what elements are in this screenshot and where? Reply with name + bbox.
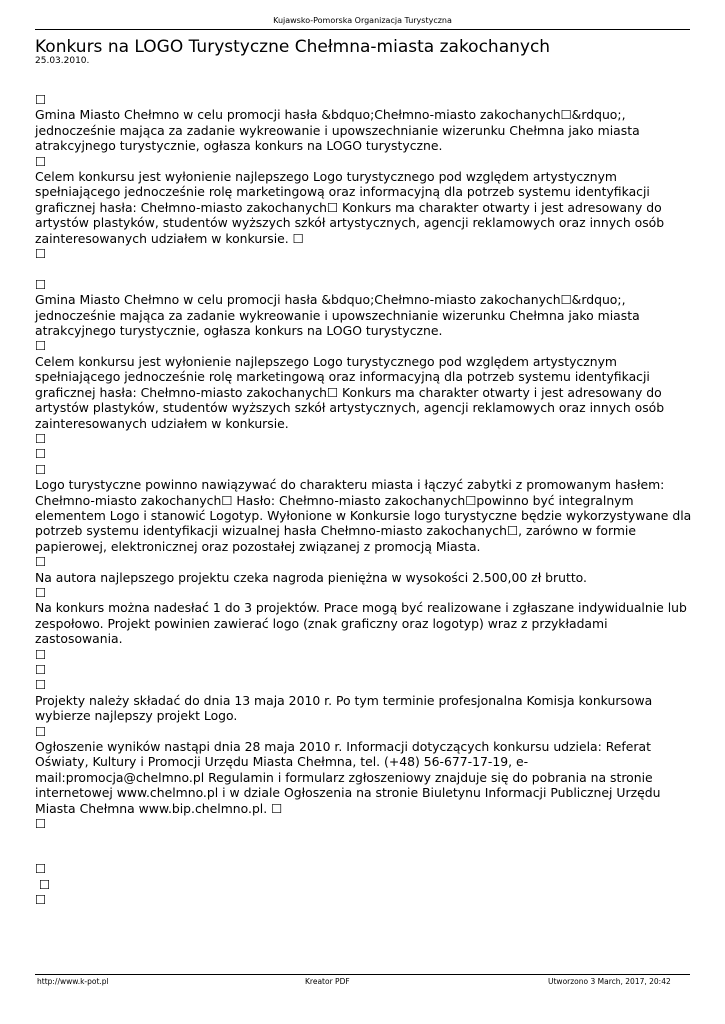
paragraph: Projekty należy składać do dnia 13 maja 2010 r. Po tym terminie profesjonalna Komisja konkursowa wybierze najlepszy projekt Logo. [35, 692, 653, 724]
header-divider [35, 29, 690, 30]
footer-divider [35, 974, 690, 975]
placeholder-glyph: ☐ [35, 584, 47, 600]
placeholder-glyph: ☐ [35, 153, 47, 169]
placeholder-glyph: ☐ [35, 246, 47, 262]
page-title: Konkurs na LOGO Turystyczne Chełmna-miasta zakochanych [35, 37, 551, 57]
footer-generator: Kreator PDF [305, 977, 350, 986]
placeholder-glyph: ☐ [35, 461, 47, 477]
placeholder-glyph: ☐ [35, 430, 47, 446]
placeholder-glyph: ☐ [35, 276, 47, 292]
article-date: 25.03.2010. [35, 56, 90, 66]
paragraph: Gmina Miasto Chełmno w celu promocji hasła &bdquo;Chełmno-miasto zakochanych☐&rdquo;, jednocześnie mająca za zadanie wykreowanie i upowszechnianie wizerunku Chełmna jako miasta atrakcyjnego turystycznie, ogłasza konkurs na LOGO turystyczne. [35, 107, 640, 154]
placeholder-glyph: ☐ [35, 646, 47, 662]
paragraph: Ogłoszenie wyników nastąpi dnia 28 maja 2010 r. Informacji dotyczących konkursu udziela: Referat Oświaty, Kultury i Promocji Urzędu Miasta Chełmna, tel. (+48) 56-677-17-19, e-mail:promocja@chelmno.pl Regulamin i formularz zgłoszeniowy znajduje się do pobrania na stronie internetowej www.chelmno.pl i w dziale Ogłoszenia na stronie Biuletynu Informacji Publicznej Urzędu Miasta Chełmna www.bip.chelmno.pl. ☐ [35, 739, 661, 816]
placeholder-glyph: ☐ [35, 338, 47, 354]
placeholder-glyph: ☐ [35, 816, 47, 832]
footer-url: http://www.k-pot.pl [37, 977, 109, 986]
article-body [35, 92, 695, 908]
paragraph: Gmina Miasto Chełmno w celu promocji hasła &bdquo;Chełmno-miasto zakochanych☐&rdquo;, jednocześnie mająca za zadanie wykreowanie i upowszechnianie wizerunku Chełmna jako miasta atrakcyjnego turystycznie, ogłasza konkurs na LOGO turystyczne. [35, 292, 640, 339]
placeholder-glyph: ☐ [35, 677, 47, 693]
paragraph: Celem konkursu jest wyłonienie najlepszego Logo turystycznego pod względem artystycznym spełniającego jednocześnie rolę marketingową oraz informacyjną dla potrzeb systemu identyfikacji graficznej hasła: Chełmno-miasto zakochanych☐ Konkurs ma charakter otwarty i jest adresowany do artystów plastyków, studentów wyższych szkół artystycznych, agencji reklamowych oraz innych osób zainteresowanych udziałem w konkursie. ☐ [35, 169, 665, 246]
placeholder-glyph: ☐ [39, 876, 51, 892]
paragraph: Na autora najlepszego projektu czeka nagroda pieniężna w wysokości 2.500,00 zł brutto. [35, 569, 587, 585]
placeholder-glyph: ☐ [35, 892, 47, 908]
paragraph: Logo turystyczne powinno nawiązywać do charakteru miasta i łączyć zabytki z promowanym hasłem: Chełmno-miasto zakochanych☐ Hasło: Chełmno-miasto zakochanych☐powinno być integralnym elementem Logo i stanowić Logotyp. Wyłonione w Konkursie logo turystyczne będzie wykorzystywane dla potrzeb systemu identyfikacji wizualnej hasła Chełmno-miasto zakochanych☐, zarówno w formie papierowej, elektronicznej oraz pozostałej związanej z promocją Miasta. [35, 477, 692, 554]
footer-created: Utworzono 3 March, 2017, 20:42 [548, 977, 671, 986]
placeholder-glyph: ☐ [35, 723, 47, 739]
paragraph: Celem konkursu jest wyłonienie najlepszego Logo turystycznego pod względem artystycznym spełniającego jednocześnie rolę marketingową oraz informacyjną dla potrzeb systemu identyfikacji graficznej hasła: Chełmno-miasto zakochanych☐ Konkurs ma charakter otwarty i jest adresowany do artystów plastyków, studentów wyższych szkół artystycznych, agencji reklamowych oraz innych osób zainteresowanych udziałem w konkursie. [35, 353, 665, 431]
placeholder-glyph: ☐ [35, 861, 47, 877]
paragraph: Na konkurs można nadesłać 1 do 3 projektów. Prace mogą być realizowane i zgłaszane indywidualnie lub zespołowo. Projekt powinien zawierać logo (znak graficzny oraz logotyp) wraz z przykładami zastosowania. [35, 600, 687, 647]
placeholder-glyph: ☐ [35, 446, 47, 462]
placeholder-glyph: ☐ [35, 554, 47, 570]
header-organization: Kujawsko-Pomorska Organizacja Turystyczna [273, 16, 452, 25]
placeholder-glyph: ☐ [35, 92, 47, 107]
placeholder-glyph: ☐ [35, 662, 47, 678]
